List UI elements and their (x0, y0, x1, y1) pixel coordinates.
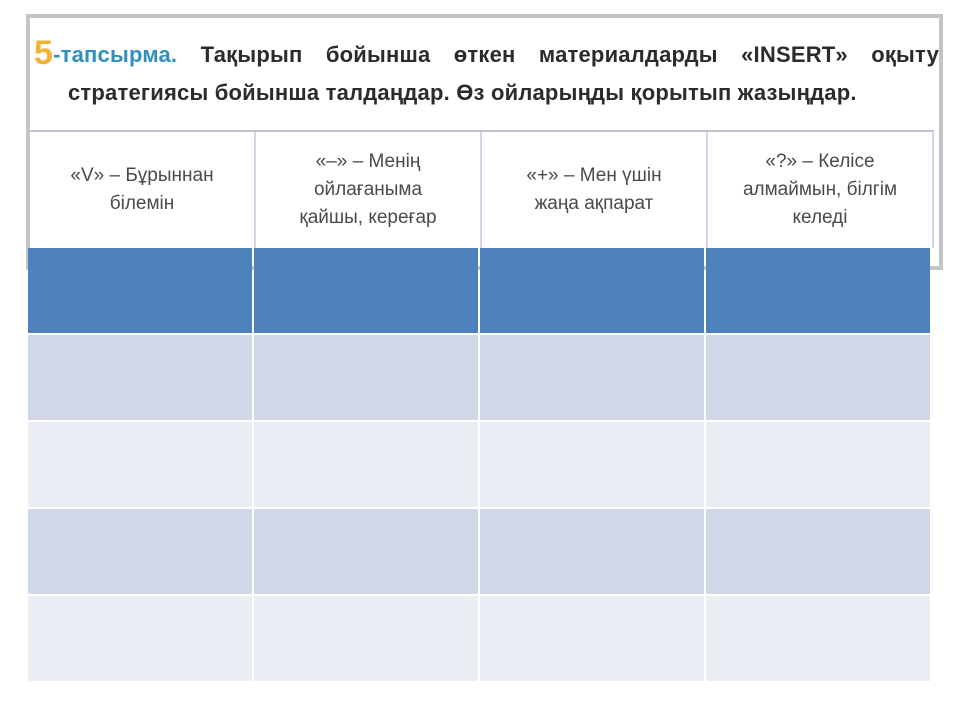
column-header-known: «V» – Бұрыннан білемін (30, 132, 256, 248)
task-instruction (34, 34, 939, 112)
table-row (28, 509, 930, 594)
table-cell (28, 422, 252, 507)
table-cell (706, 596, 930, 681)
table-cell (480, 422, 704, 507)
table-cell (480, 248, 704, 333)
insert-header-row (30, 130, 934, 248)
table-row (28, 422, 930, 507)
table-cell (706, 422, 930, 507)
table-cell (254, 509, 478, 594)
task-line-2: стратегиясы бойынша талдаңдар. Өз ойларыңды қорытып жазыңдар. (68, 80, 857, 105)
table-cell (254, 248, 478, 333)
table-cell (254, 422, 478, 507)
table-cell (480, 596, 704, 681)
task-number: 5 (34, 34, 54, 72)
table-cell (480, 335, 704, 420)
table-cell (28, 509, 252, 594)
table-cell (706, 509, 930, 594)
answer-table (28, 248, 930, 683)
table-row (28, 596, 930, 681)
table-cell (28, 248, 252, 333)
task-text-1: Тақырып бойынша өткен материалдарды «INSERT» оқыту (200, 42, 940, 67)
table-row (28, 335, 930, 420)
table-cell (706, 335, 930, 420)
table-cell (254, 335, 478, 420)
table-cell (28, 596, 252, 681)
table-row (28, 248, 930, 333)
column-header-contradicts: «–» – Менің ойлағаныма қайшы, кереғар (256, 132, 482, 248)
column-header-question: «?» – Келісе алмаймын, білгім келеді (708, 132, 934, 248)
task-line-1 (34, 34, 939, 74)
column-header-new-info: «+» – Мен үшін жаңа ақпарат (482, 132, 708, 248)
table-cell (28, 335, 252, 420)
table-cell (254, 596, 478, 681)
table-cell (480, 509, 704, 594)
table-cell (706, 248, 930, 333)
task-label: -тапсырма. (53, 42, 178, 67)
